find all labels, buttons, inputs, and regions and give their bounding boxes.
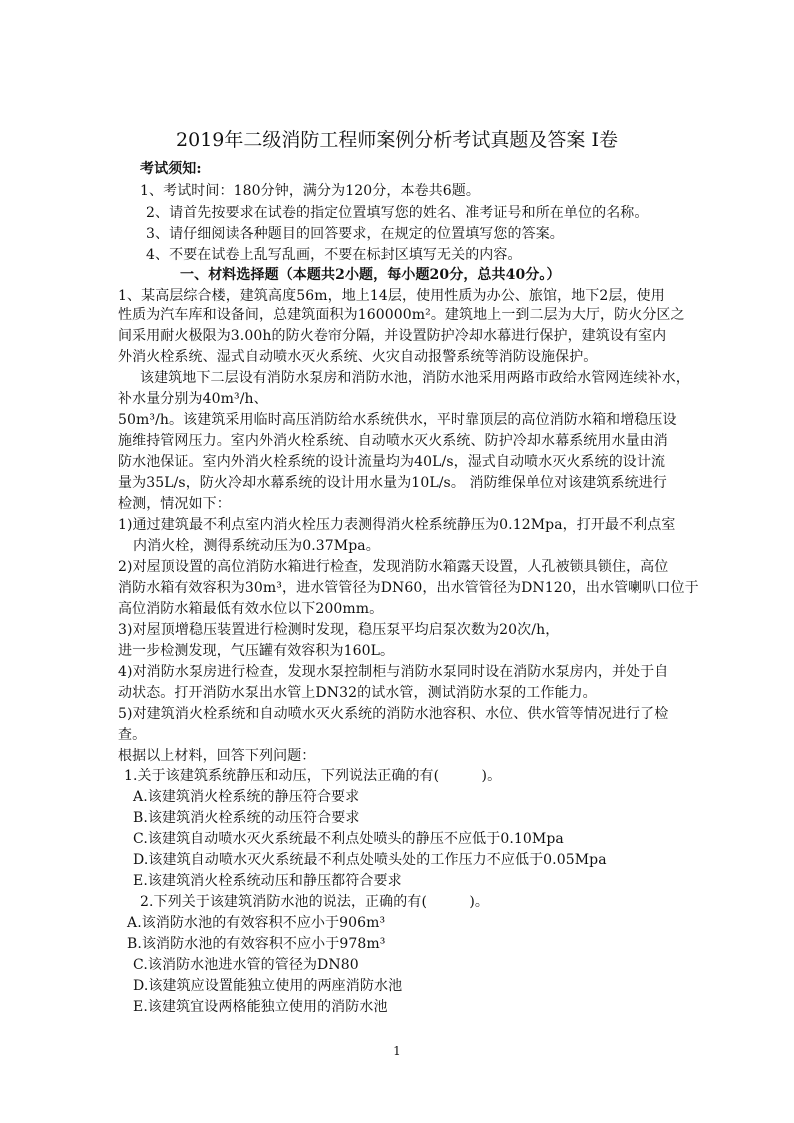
question-text: 50m³/h。该建筑采用临时高压消防给水系统供水，平时靠顶层的高位消防水箱和增稳压设 (118, 412, 677, 428)
answer-option: C.该建筑自动喷水灭火系统最不利点处喷头的静压不应低于0.10Mpa (133, 831, 564, 847)
question-text: 动状态。打开消防水泵出水管上DN32的试水管，测试消防水泵的工作能力。 (118, 685, 597, 701)
question-text: 进一步检测发现，气压罐有效容积为160L。 (118, 643, 395, 659)
answer-option: E.该建筑宜设两格能独立使用的消防水池 (133, 999, 388, 1015)
question-text: 消防水箱有效容积为30m³，进水管管径为DN60，出水管管径为DN120，出水管喇叭口位于 (118, 580, 699, 596)
answer-option: B.该建筑消火栓系统的动压符合要求 (133, 810, 360, 826)
question-text: 高位消防水箱最低有效水位以下200mm。 (118, 601, 384, 617)
question-stem: 2.下列关于该建筑消防水池的说法，正确的有( )。 (140, 894, 489, 910)
notice-item: 4、不要在试卷上乱写乱画，不要在标封区填写无关的内容。 (146, 247, 522, 263)
page-number: 1 (393, 1044, 401, 1058)
notice-item: 1、考试时间：180分钟，满分为120分，本卷共6题。 (140, 183, 480, 199)
question-text: 内消火栓，测得系统动压为0.37Mpa。 (133, 538, 380, 554)
question-text: 检测，情况如下： (118, 496, 231, 512)
notice-item: 2、请首先按要求在试卷的指定位置填写您的姓名、准考证号和所在单位的名称。 (146, 205, 649, 221)
answer-option: C.该消防水池进水管的管径为DN80 (133, 957, 359, 973)
question-text: 补水量分别为40m³/h、 (118, 391, 268, 407)
question-text: 5)对建筑消火栓系统和自动喷水灭火系统的消防水池容积、水位、供水管等情况进行了检 (118, 706, 669, 722)
section-heading: 一、材料选择题（本题共2小题，每小题20分，总共40分。） (180, 267, 561, 283)
question-text: 2)对屋顶设置的高位消防水箱进行检查，发现消防水箱露天设置，人孔被锁具锁住，高位 (118, 559, 669, 575)
question-text: 量为35L/s，防火冷却水幕系统的设计用水量为10L/s。 消防维保单位对该建筑系统进行 (118, 475, 667, 491)
question-text: 性质为汽车库和设备间，总建筑面积为160000m²。建筑地上一到二层为大厅，防火分区之 (118, 307, 685, 323)
question-text: 防水池保证。室内外消火栓系统的设计流量均为40L/s，湿式自动喷水灭火系统的设计流 (118, 454, 666, 470)
question-text: 根据以上材料，回答下列问题： (118, 748, 316, 764)
answer-option: E.该建筑消火栓系统动压和静压都符合要求 (133, 873, 402, 889)
notice-heading: 考试须知: (140, 161, 202, 177)
notice-item: 3、请仔细阅读各种题目的回答要求，在规定的位置填写您的答案。 (146, 226, 564, 242)
question-text: 查。 (118, 727, 147, 743)
answer-option: B.该消防水池的有效容积不应小于978m³ (127, 936, 386, 952)
question-text: 该建筑地下二层设有消防水泵房和消防水池，消防水池采用两路市政给水管网连续补水， (140, 370, 690, 386)
question-text: 1、某高层综合楼，建筑高度56m，地上14层，使用性质为办公、旅馆，地下2层，使用 (118, 288, 665, 304)
question-text: 施维持管网压力。室内外消火栓系统、自动喷水灭火系统、防护冷却水幕系统用水量由消 (118, 433, 668, 449)
question-text: 间采用耐火极限为3.00h的防火卷帘分隔，并设置防护冷却水幕进行保护，建筑设有室内 (118, 328, 667, 344)
answer-option: D.该建筑自动喷水灭火系统最不利点处喷头处的工作压力不应低于0.05Mpa (133, 852, 607, 868)
question-text: 3)对屋顶增稳压装置进行检测时发现，稳压泵平均启泵次数为20次/h， (118, 622, 560, 638)
question-text: 4)对消防水泵房进行检查，发现水泵控制柜与消防水泵同时设在消防水泵房内，并处于自 (118, 664, 669, 680)
question-text: 1)通过建筑最不利点室内消火栓压力表测得消火栓系统静压为0.12Mpa，打开最不利点室 (118, 517, 676, 533)
page-title: 2019年二级消防工程师案例分析考试真题及答案 Ⅰ卷 (176, 129, 618, 151)
answer-option: D.该建筑应设置能独立使用的两座消防水池 (133, 978, 403, 994)
answer-option: A.该消防水池的有效容积不应小于906m³ (127, 915, 386, 931)
question-stem: 1.关于该建筑系统静压和动压，下列说法正确的有( )。 (124, 768, 502, 784)
question-text: 外消火栓系统、湿式自动喷水灭火系统、火灾自动报警系统等消防设施保护。 (118, 349, 598, 365)
answer-option: A.该建筑消火栓系统的静压符合要求 (133, 789, 360, 805)
